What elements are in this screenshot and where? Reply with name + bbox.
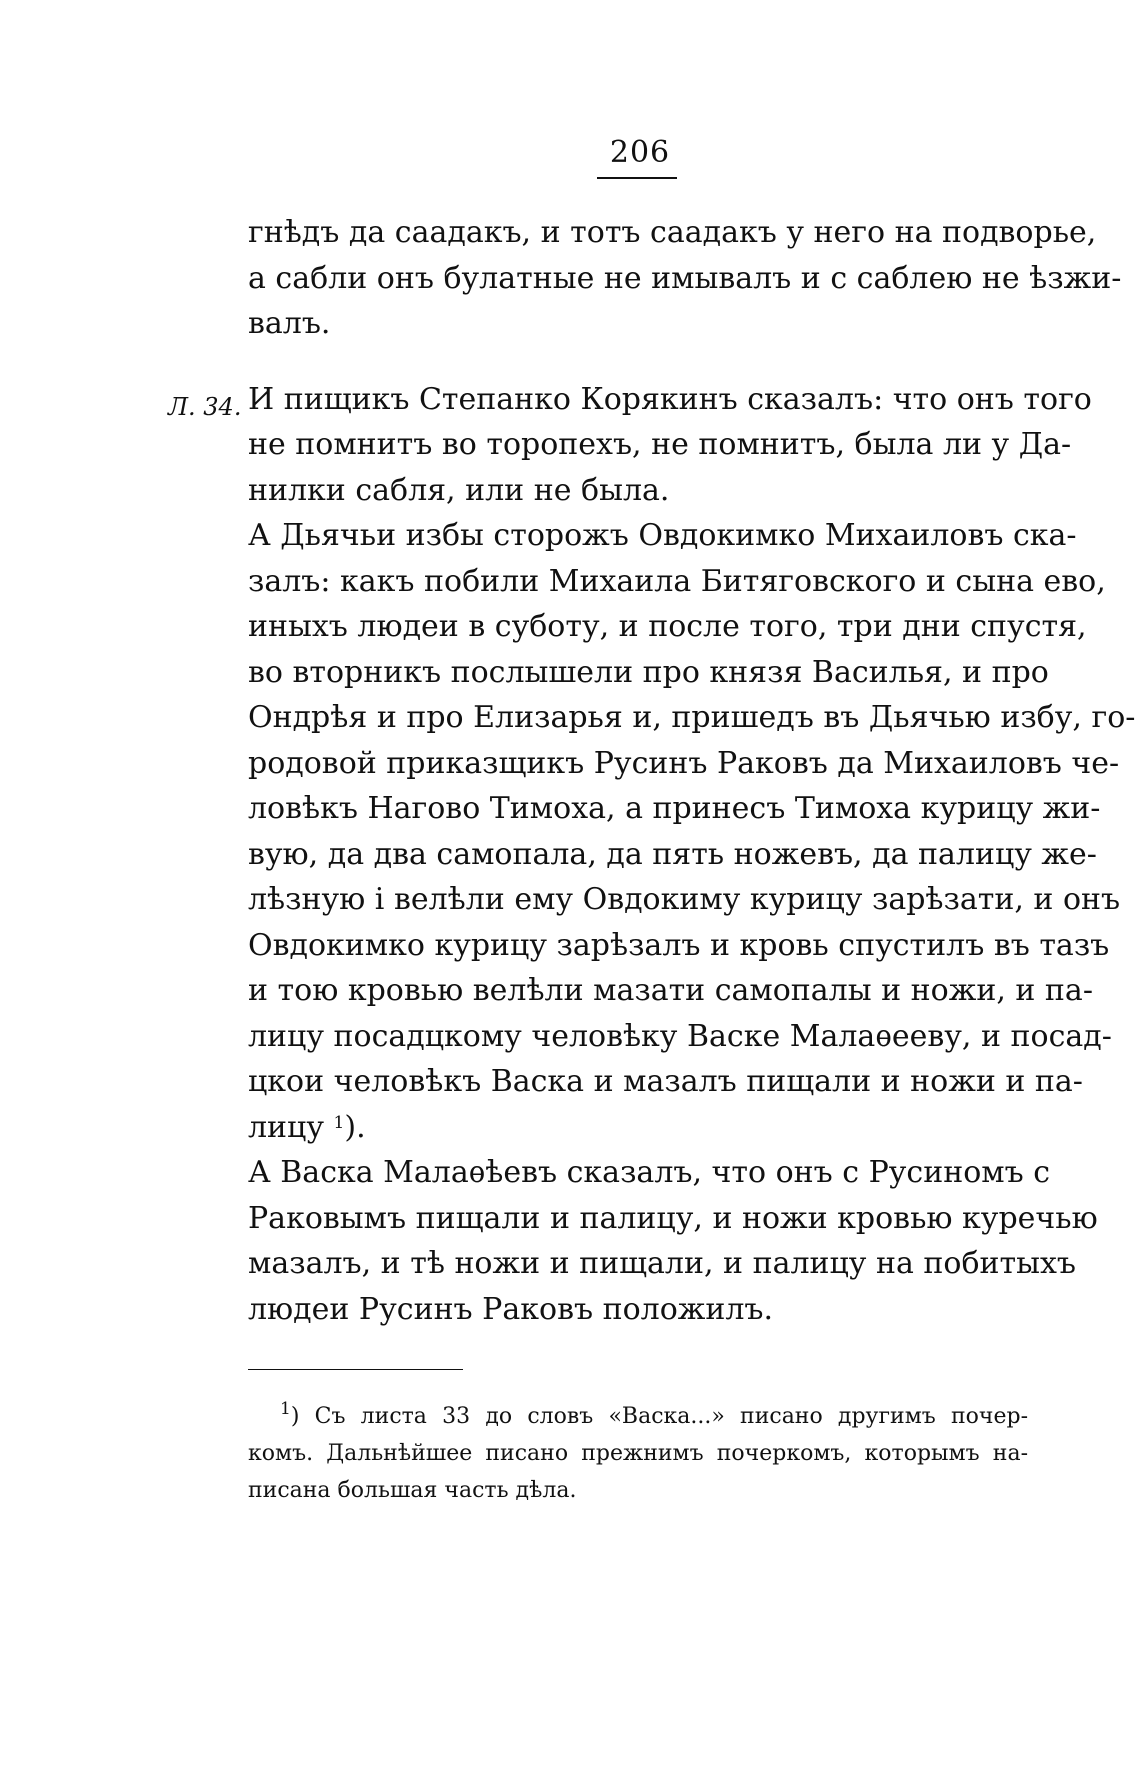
text-line: ловѣкъ Нагово Тимоха, а принесъ Тимоха курицу жи-	[248, 791, 1101, 826]
text-line: Овдокимко курицу зарѣзалъ и кровь спустилъ въ тазъ	[248, 927, 1110, 963]
footnote-line: писана большая часть дѣла.	[248, 1478, 577, 1503]
text-line: иныхъ людеи в суботу, и после того, три дни спустя,	[248, 609, 1087, 644]
footnote-marker: 1	[280, 1399, 291, 1419]
footnote-line	[280, 1398, 1028, 1435]
text-line: лицу посадцкому человѣку Васке Малаѳееву, и посад-	[248, 1018, 1112, 1054]
footnote-reference[interactable]: 1	[333, 1112, 345, 1133]
text-line: А Дьячьи избы сторожъ Овдокимко Михаиловъ ска-	[248, 518, 1077, 553]
text-line: во вторникъ послышели про князя Василья, и про	[248, 654, 1049, 690]
text-line: а сабли онъ булатные не имывалъ и с саблею не ѣзжи-	[248, 260, 1122, 296]
text-line: Раковымъ пищали и палицу, и ножи кровью куречью	[248, 1200, 1098, 1236]
footnote-line: комъ. Дальнѣйшее писано прежнимъ почеркомъ, которымъ на-	[248, 1441, 1028, 1466]
page-number-underline	[597, 177, 677, 179]
text-line: лѣзную і велѣли ему Овдокиму курицу зарѣзати, и онъ	[248, 882, 1121, 917]
text-line	[248, 1105, 1028, 1151]
footnote-separator	[248, 1369, 463, 1370]
footnote-marker-close: )	[290, 1404, 300, 1429]
text-line: родовой приказщикъ Русинъ Раковъ да Михаиловъ че-	[248, 745, 1120, 781]
body-text	[248, 210, 1136, 1332]
text-line: И пищикъ Степанко Корякинъ сказалъ: что онъ того	[248, 381, 1092, 417]
text-line: вую, да два самопала, да пять ножевъ, да палицу же-	[248, 836, 1097, 872]
text-line: валъ.	[248, 306, 331, 341]
text-fragment: лицу	[248, 1109, 324, 1145]
footnote	[248, 1398, 1028, 1509]
text-fragment: ).	[344, 1109, 366, 1145]
text-line: залъ: какъ побили Михаила Битяговского и сына ево,	[248, 563, 1106, 599]
footnote-text: Съ листа 33 до словъ «Васка...» писано другимъ почер-	[314, 1404, 1028, 1429]
text-line: цкои человѣкъ Васка и мазалъ пищали и ножи и па-	[248, 1064, 1083, 1099]
text-line: гнѣдъ да саадакъ, и тотъ саадакъ у него на подворье,	[248, 215, 1097, 250]
text-line: А Васка Малаѳѣевъ сказалъ, что онъ с Русиномъ с	[248, 1155, 1051, 1190]
text-line: и тою кровью велѣли мазати самопалы и ножи, и па-	[248, 973, 1093, 1008]
text-line: нилки сабля, или не была.	[248, 472, 670, 508]
text-line: мазалъ, и тѣ ножи и пищали, и палицу на побитыхъ	[248, 1246, 1077, 1281]
page-number: 206	[609, 135, 671, 170]
text-line: не помнитъ во торопехъ, не помнитъ, была ли у Да-	[248, 427, 1072, 462]
margin-note-folio: Л. 34.	[168, 393, 242, 421]
text-line: Ондрѣя и про Елизарья и, пришедъ въ Дьячью избу, го-	[248, 700, 1136, 735]
text-line: людеи Русинъ Раковъ положилъ.	[248, 1291, 774, 1327]
